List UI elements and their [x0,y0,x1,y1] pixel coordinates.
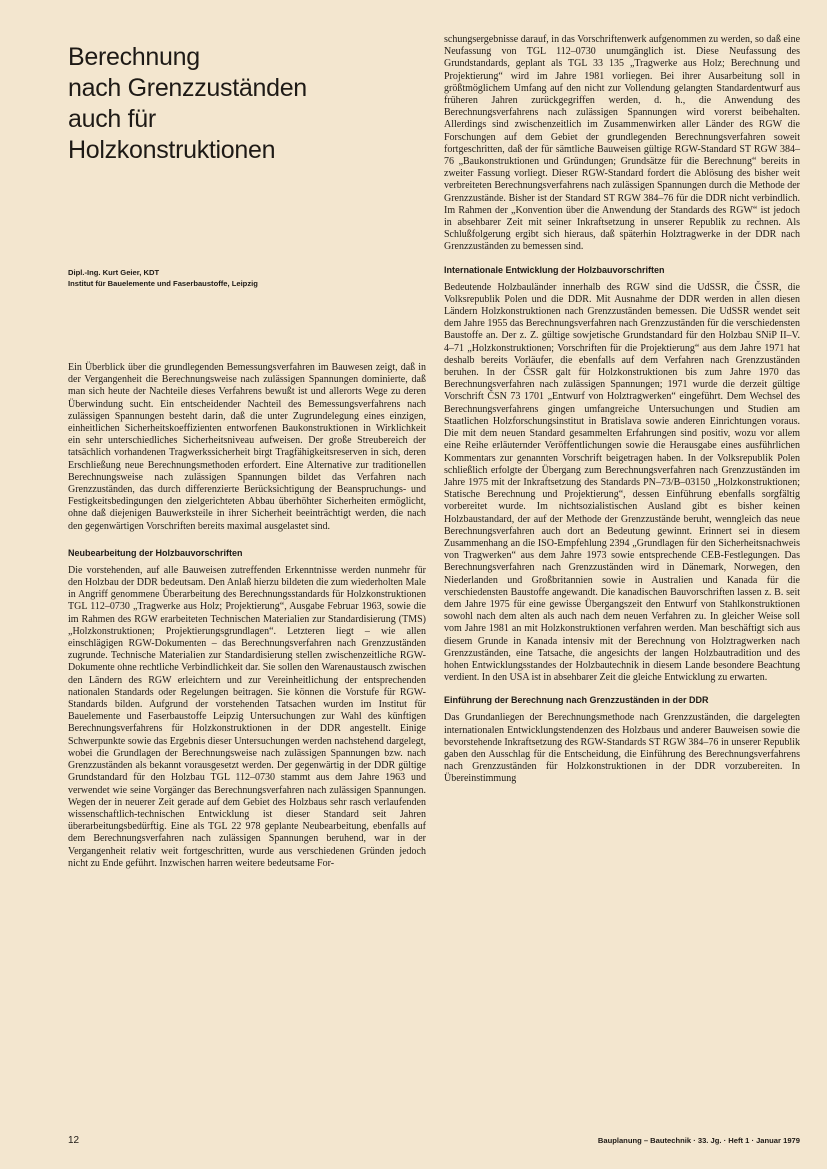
journal-footer: Bauplanung – Bautechnik · 33. Jg. · Heft 1 · Januar 1979 [597,1136,800,1145]
left-column [68,362,426,870]
body-paragraph: schungsergebnisse darauf, in das Vorschriftenwerk aufgenommen zu werden, so daß eine Neufassung von TGL 112–0730 unumgänglich ist. Diese Neufassung des Grundstandards, geplant als TGL 33 135 „Tragwerke aus Holz; Berechnung und Projektierung“ wird im Jahre 1981 vorliegen. Bei ihrer Ausarbeitung soll in größtmöglichem Umfang auf den nicht zur Vollendung gelangten Standardentwurf aus früheren Jahren zurückgegriffen werden, d. h., die Anwendung des Berechnungsverfahrens nach zulässigen Spannungen wird vorerst beibehalten. Allerdings sind zwischenzeitlich im Zusammenwirken aller Länder des RGW die Forschungen auf dem Gebiet der grundlegenden Berechnungsverfahren soweit fortgeschritten, daß der für sämtliche Bauweisen gültige RGW-Standard ST RGW 384–76 „Baukonstruktionen und Gründungen; Grundsätze für die Berechnung“ bereits in zweiter Fassung vorliegt. Dieser RGW-Standard fordert die Ablösung des bisher weit verbreiteten Berechnungsverfahrens nach zulässigen Spannungen durch die Methode der Grenzzustände. Bisher ist der Standard ST RGW 384–76 für die DDR nicht verbindlich. Im Rahmen der „Konvention über die Anwendung der Standards des RGW“ ist jedoch in absehbarer Zeit mit seiner Inkraftsetzung in unserer Republik zu rechnen. Als Schlußfolgerung ergibt sich hieraus, daß späterhin Holztragwerke in der DDR nach Grenzzuständen zu bemessen sind. [444,34,801,253]
article-title [68,42,428,166]
body-paragraph: Bedeutende Holzbauländer innerhalb des RGW sind die UdSSR, die ČSSR, die Volksrepublik Polen und die DDR. Mit Ausnahme der DDR werden in allen diesen Ländern Holzkonstruktionen nach Grenzzuständen bemessen. Die UdSSR wendet seit dem Jahre 1955 das Berechnungsverfahren nach Grenzzuständen für die verschiedensten Baustoffe an. Der z. Z. gültige sowjetische Grundstandard für den Holzbau SNiP II–V. 4–71 „Holzkonstruktionen; Vorschriften für die Projektierung“ aus dem Jahre 1971 hat deshalb bereits Vorläufer, die ebenfalls auf dem Verfahren nach Grenzzuständen beruhen. In der ČSSR galt für Holzkonstruktionen bis zum Jahre 1970 das Berechnungsverfahren nach zulässigen Spannungen; 1971 wurde die derzeit gültige Vorschrift ČSN 73 1701 „Entwurf von Holztragwerken“ eingeführt. Dem Wechsel des Berechnungsverfahrens gingen umfangreiche Untersuchungen und Studien am Staatlichen Holzforschungsinstitut in Bratislava sowie anderen Einrichtungen voraus. Die mit dem neuen Standard gesammelten Erfahrungen sind positiv, wozu vor allem eine Reihe erläuternder Veröffentlichungen sowie die Herausgabe eines ausführlichen Kommentars zur genannten Vorschrift beigetragen haben. In der Volksrepublik Polen schließlich erfolgte der Übergang zum Berechnungsverfahren nach Grenzzuständen im Jahre 1975 mit der Inkraftsetzung des Standards PN–73/B–03150 „Holzkonstruktionen; Statische Berechnung und Projektierung“, dessen Einführung ebenfalls sorgfältig vorbereitet wurde. Im nichtsozialistischen Ausland gibt es bisher keinen Holzbaustandard, der auf der Methode der Grenzzustände beruht, wenngleich das neue Berechnungsverfahren auch dort an Bedeutung gewinnt. Erinnert sei in diesem Zusammenhang an die ISO-Empfehlung 2394 „Grundlagen für den Sicherheitsnachweis von Tragwerken“ aus dem Jahre 1973 sowie entsprechende CEB-Festlegungen. Das Berechnungsverfahren nach Grenzzuständen wird in Dänemark, Norwegen, den Niederlanden und Großbritannien sowie in Australien und Kanada für die verschiedensten Baustoffe angewandt. Die kanadischen Bauvorschriften lassen z. B. seit dem Jahre 1975 für eine gewisse Übergangszeit den Entwurf von Stahlkonstruktionen sowohl nach dem alten als auch nach dem neuen Verfahren zu. In gleicher Weise soll vom Jahre 1981 an mit Holzkonstruktionen verfahren werden. Man beschäftigt sich aus diesem Grunde in Kanada intensiv mit der Berechnung von Holztragwerken nach Grenzzuständen, eine Tatsache, die angesichts der langen Holzbautradition und des hohen Entwicklungsstandes der Holzbautechnik in diesem Lande besondere Beachtung verdient. In den USA ist in absehbarer Zeit die gleiche Entwicklung zu erwarten. [444,281,800,684]
intro-paragraph: Ein Überblick über die grundlegenden Bemessungsverfahren im Bauwesen zeigt, daß in der Vergangenheit die Berechnungsweise nach zulässigen Spannungen dominierte, daß man sich heute der Nachteile dieses Verfahrens bewußt ist und allerorts Wege zu deren Überwindung sucht. Ein entscheidender Nachteil des Bemessungsverfahrens nach zulässigen Spannungen besteht darin, daß die unter Zugrundelegung eines einzigen, einheitlichen Sicherheitskoeffizienten entworfenen Baukonstruktionen in Wirklichkeit ein sehr unterschiedliches Sicherheitsniveau aufweisen. Der große Streubereich der tatsächlich vorhandenen Tragwerkssicherheit birgt Tragfähigkeitsreserven in sich, deren Erschließung neue Berechnungsmethoden erfordert. Eine Alternative zur traditionellen Berechnungsweise nach zulässigen Spannungen bildet das Verfahren nach Grenzzuständen, das durch differenzierte Berücksichtigung der Beanspruchungs- und Festigkeitsbedingungen den zielgerichteten Abbau überhöhter Sicherheiten ermöglicht, ohne daß diejenigen Bauwerksteile in ihrer Sicherheit beeinträchtigt werden, die nach den gegenwärtigen Vorschriften bereits maximal ausgelastet sind. [68,362,426,532]
title-line: Berechnung [68,43,200,71]
section-heading: Neubearbeitung der Holzbauvorschriften [68,547,243,558]
author-block [68,267,428,289]
title-line: Holzkonstruktionen [68,136,276,164]
right-column [444,34,800,786]
section-heading: Internationale Entwicklung der Holzbauvorschriften [444,264,665,275]
title-line: auch für [68,105,156,133]
author-affiliation: Institut für Bauelemente und Faserbaustoffe, Leipzig [68,279,258,288]
author-name: Dipl.-Ing. Kurt Geier, KDT [68,268,160,277]
section-heading: Einführung der Berechnung nach Grenzzuständen in der DDR [444,695,709,706]
body-paragraph: Die vorstehenden, auf alle Bauweisen zutreffenden Erkenntnisse werden nunmehr für den Holzbau der DDR bedeutsam. Den Anlaß hierzu bildeten die zum wiederholten Male in Angriff genommene Überarbeitung des Berechnungsstandards für Holzkonstruktionen TGL 112–0730 „Tragwerke aus Holz; Projektierung“, Ausgabe Februar 1963, sowie die im Rahmen des RGW erarbeiteten Technischen Materialien zur Standardisierung (TMS) „Holzkonstruktionen; Projektierungsgrundlagen“. Letzteren liegt – wie allen einschlägigen RGW-Dokumenten – das Berechnungsverfahren nach Grenzzuständen zugrunde. Technische Materialien zur Standardisierung stellen zwischenzeitliche RGW-Dokumente ohne rechtliche Verbindlichkeit dar. Sie sollen den Warenaustausch zwischen den Ländern des RGW erleichtern und zur Vereinheitlichung der entsprechenden nationalen Standards oder Regelungen beitragen. Sie können die Vorstufe für RGW-Standards bilden. Aufgrund der vorstehenden Tatsachen wurden im Institut für Bauelemente und Faserbaustoffe Leipzig Untersuchungen zur Wahl des künftigen Berechnungsverfahrens für Holzkonstruktionen in der DDR angestellt. Einige Schwerpunkte sowie das Ergebnis dieser Untersuchungen werden nachstehend dargelegt, wobei die Grundlagen der Berechnungsweise nach zulässigen Spannungen bzw. nach Grenzzuständen als bekannt vorausgesetzt werden. Der gegenwärtig in der DDR gültige Grundstandard für den Holzbau TGL 112–0730 stammt aus dem Jahre 1963 und verwendet wie seine Vorgänger das Berechnungsverfahren nach zulässigen Spannungen. Wegen der in neuerer Zeit gerade auf dem Gebiet des Holzbaus sehr rasch verlaufenden wissenschaftlich-technischen Entwicklung ist dieser Standard seit Jahren überarbeitungsbedürftig. Eine als TGL 22 978 geplante Neubearbeitung, ebenfalls auf dem Berechnungsverfahren nach zulässigen Spannungen beruhend, war in der Vergangenheit relativ weit fortgeschritten, wurde aus verschiedenen Gründen jedoch nicht zu Ende geführt. Inzwischen harren weitere bedeutsame For- [68,564,426,869]
page-number: 12 [68,1135,80,1146]
body-paragraph: Das Grundanliegen der Berechnungsmethode nach Grenzzuständen, die dargelegten internationalen Entwicklungstendenzen des Holzbaus und anderer Bauweisen sowie die bevorstehende Inkraftsetzung des RGW-Standards ST RGW 384–76 in unserer Republik gaben den Ausschlag für die Entscheidung, die Einführung des Berechnungsverfahrens nach Grenzzuständen für Holzkonstruktionen in der DDR vorzubereiten. In Übereinstimmung [444,712,800,785]
title-line: nach Grenzzuständen [68,74,307,102]
